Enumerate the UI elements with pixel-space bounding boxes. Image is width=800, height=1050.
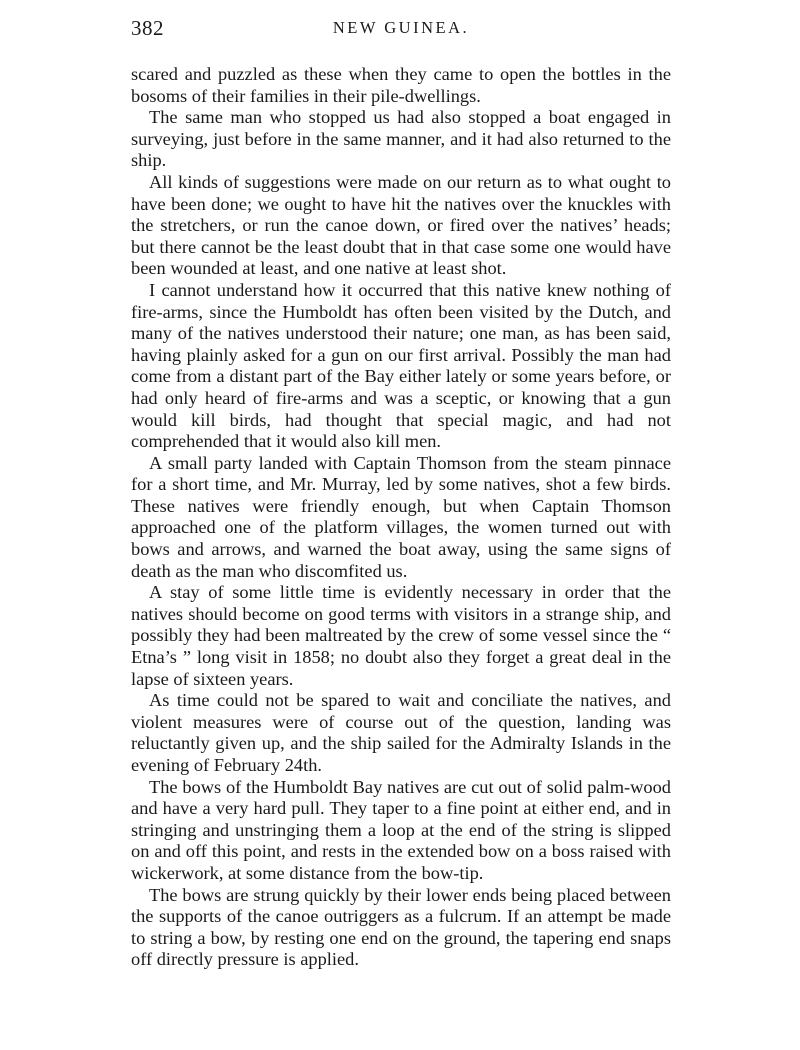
paragraph: All kinds of suggestions were made on our return as to what ought to have been done; we ought to have hit the natives over the knuckles with the stretchers, or run the canoe down, or fired over the natives’ heads; but there cannot be the least doubt that in that case some one would have been wounded at least, and one native at least shot. xyxy=(131,171,671,279)
paragraph-continued: scared and puzzled as these when they came to open the bottles in the bosoms of their families in their pile-dwellings. xyxy=(131,64,671,106)
paragraph: A stay of some little time is evidently necessary in order that the natives should become on good terms with visitors in a strange ship, and possibly they had been maltreated by the crew of some vessel since the “ Etna’s ” long visit in 1858; no doubt also they forget a great deal in the lapse of sixteen years. xyxy=(131,582,671,689)
page-number: 382 xyxy=(131,16,164,40)
paragraph: The bows are strung quickly by their lower ends being placed between the supports of the canoe outriggers as a fulcrum. If an attempt be made to string a bow, by resting one end on the ground, the tapering end snaps off directly pressure is applied. xyxy=(131,884,671,970)
paragraph: As time could not be spared to wait and conciliate the natives, and violent measures were of course out of the question, landing was reluctantly given up, and the ship sailed for the Admiralty Islands in the evening of February 24th. xyxy=(131,690,671,775)
paragraph: I cannot understand how it occurred that this native knew nothing of fire-arms, since the Humboldt has often been visited by the Dutch, and many of the natives understood their nature; one man, as has been said, having plainly asked for a gun on our first arrival. Possibly the man had come from a distant part of the Bay either lately or some years before, or had only heard of fire-arms and was a sceptic, or knowing that a gun would kill birds, had thought that special magic, and had not comprehended that it would also kill men. xyxy=(131,279,671,452)
running-title: NEW GUINEA. xyxy=(332,18,470,37)
paragraph: The bows of the Humboldt Bay natives are cut out of solid palm-wood and have a very hard pull. They taper to a fine point at either end, and in stringing and unstringing them a loop at the end of the string is slipped on and off this point, and rests in the extended bow on a boss raised with wickerwork, at some distance from the bow-tip. xyxy=(131,776,671,883)
running-header xyxy=(131,16,671,42)
body-text xyxy=(131,64,671,971)
paragraph: A small party landed with Captain Thomson from the steam pinnace for a short time, and Mr. Murray, led by some natives, shot a few birds. These natives were friendly enough, but when Captain Thomson approached one of the platform villages, the women turned out with bows and arrows, and warned the boat away, using the same signs of death as the man who discomfited us. xyxy=(131,452,671,581)
paragraph: The same man who stopped us had also stopped a boat engaged in surveying, just before in the same manner, and it had also returned to the ship. xyxy=(131,107,671,171)
